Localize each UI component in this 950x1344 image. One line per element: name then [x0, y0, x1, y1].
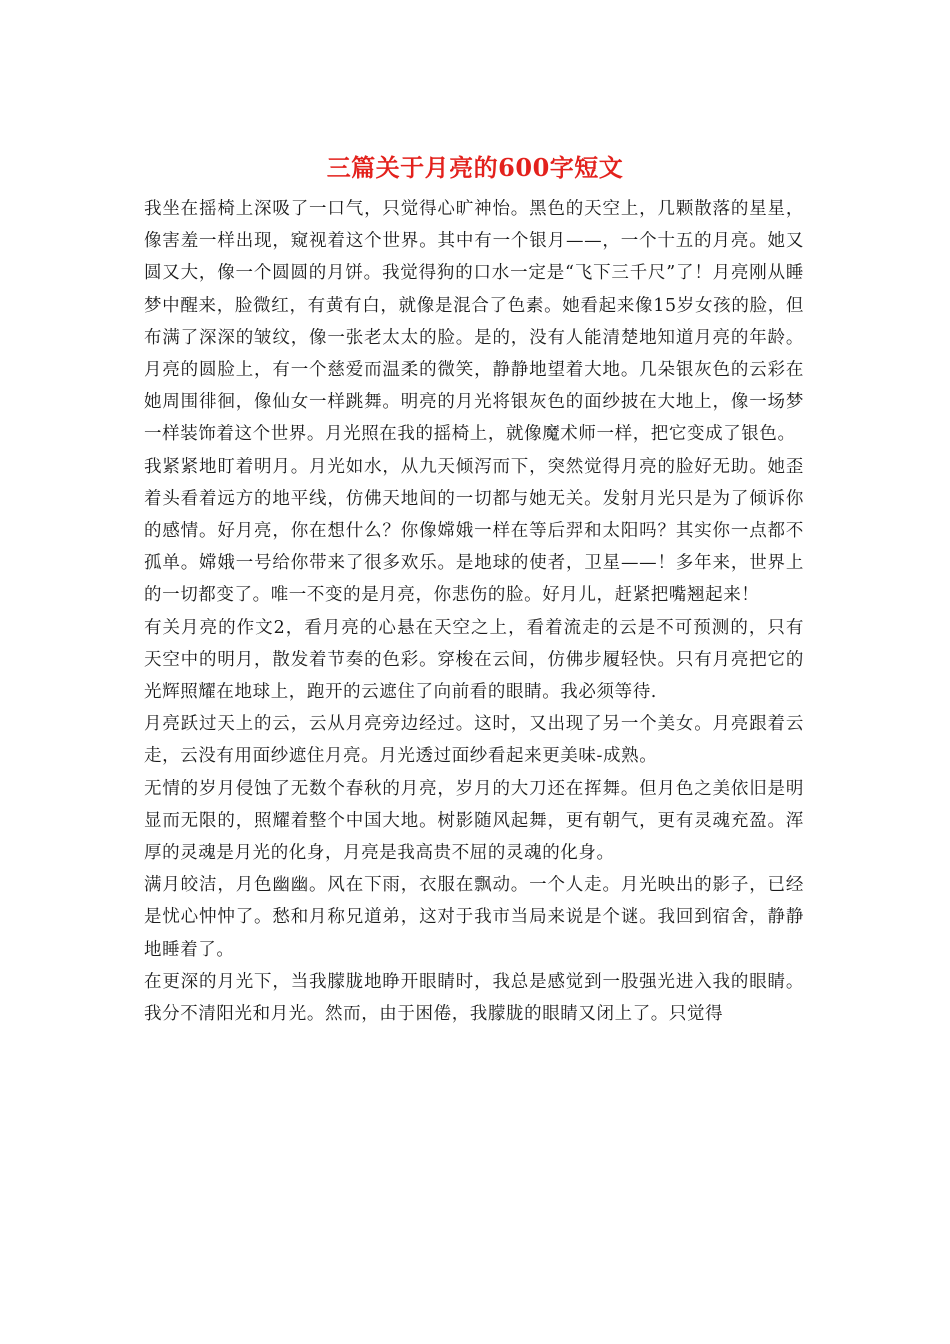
paragraph-7: 在更深的月光下，当我朦胧地睁开眼睛时，我总是感觉到一股强光进入我的眼睛。我分不清阳光和月光。然而，由于困倦，我朦胧的眼睛又闭上了。只觉得	[144, 971, 804, 1025]
document-title: 三篇关于月亮的600字短文	[326, 153, 624, 182]
paragraph-4: 月亮跃过天上的云，云从月亮旁边经过。这时，又出现了另一个美女。月亮跟着云走，云没有用面纱遮住月亮。月光透过面纱看起来更美味-成熟。	[144, 714, 804, 767]
paragraph-3: 有关月亮的作文2，看月亮的心悬在天空之上，看着流走的云是不可预测的，只有天空中的明月，散发着节奏的色彩。穿梭在云间，仿佛步履轻快。只有月亮把它的光辉照耀在地球上，跑开的云遮住了向前看的眼睛。我必须等待.	[144, 617, 804, 703]
document-body	[144, 193, 804, 1030]
paragraph-2: 我紧紧地盯着明月。月光如水，从九天倾泻而下，突然觉得月亮的脸好无助。她歪着头看着远方的地平线，仿佛天地间的一切都与她无关。发射月光只是为了倾诉你的感情。好月亮，你在想什么？你像嫦娥一样在等后羿和太阳吗？其实你一点都不孤单。嫦娥一号给你带来了很多欢乐。是地球的使者，卫星——！多年来，世界上的一切都变了。唯一不变的是月亮，你悲伤的脸。好月儿，赶紧把嘴翘起来！	[144, 456, 804, 606]
paragraph-1: 我坐在摇椅上深吸了一口气，只觉得心旷神怡。黑色的天空上，几颗散落的星星，像害羞一样出现，窥视着这个世界。其中有一个银月——，一个十五的月亮。她又圆又大，像一个圆圆的月饼。我觉得狗的口水一定是“飞下三千尺”了！月亮刚从睡梦中醒来，脸微红，有黄有白，就像是混合了色素。她看起来像15岁女孩的脸，但布满了深深的皱纹，像一张老太太的脸。是的，没有人能清楚地知道月亮的年龄。月亮的圆脸上，有一个慈爱而温柔的微笑，静静地望着大地。几朵银灰色的云彩在她周围徘徊，像仙女一样跳舞。明亮的月光将银灰色的面纱披在大地上，像一场梦一样装饰着这个世界。月光照在我的摇椅上，就像魔术师一样，把它变成了银色。	[144, 199, 804, 445]
paragraph-6: 满月皎洁，月色幽幽。风在下雨，衣服在飘动。一个人走。月光映出的影子，已经是忧心忡忡了。愁和月称兄道弟，这对于我市当局来说是个谜。我回到宿舍，静静地睡着了。	[144, 875, 804, 960]
paragraph-5: 无情的岁月侵蚀了无数个春秋的月亮，岁月的大刀还在挥舞。但月色之美依旧是明显而无限的，照耀着整个中国大地。树影随风起舞，更有朝气，更有灵魂充盈。浑厚的灵魂是月光的化身，月亮是我高贵不屈的灵魂的化身。	[144, 778, 804, 864]
